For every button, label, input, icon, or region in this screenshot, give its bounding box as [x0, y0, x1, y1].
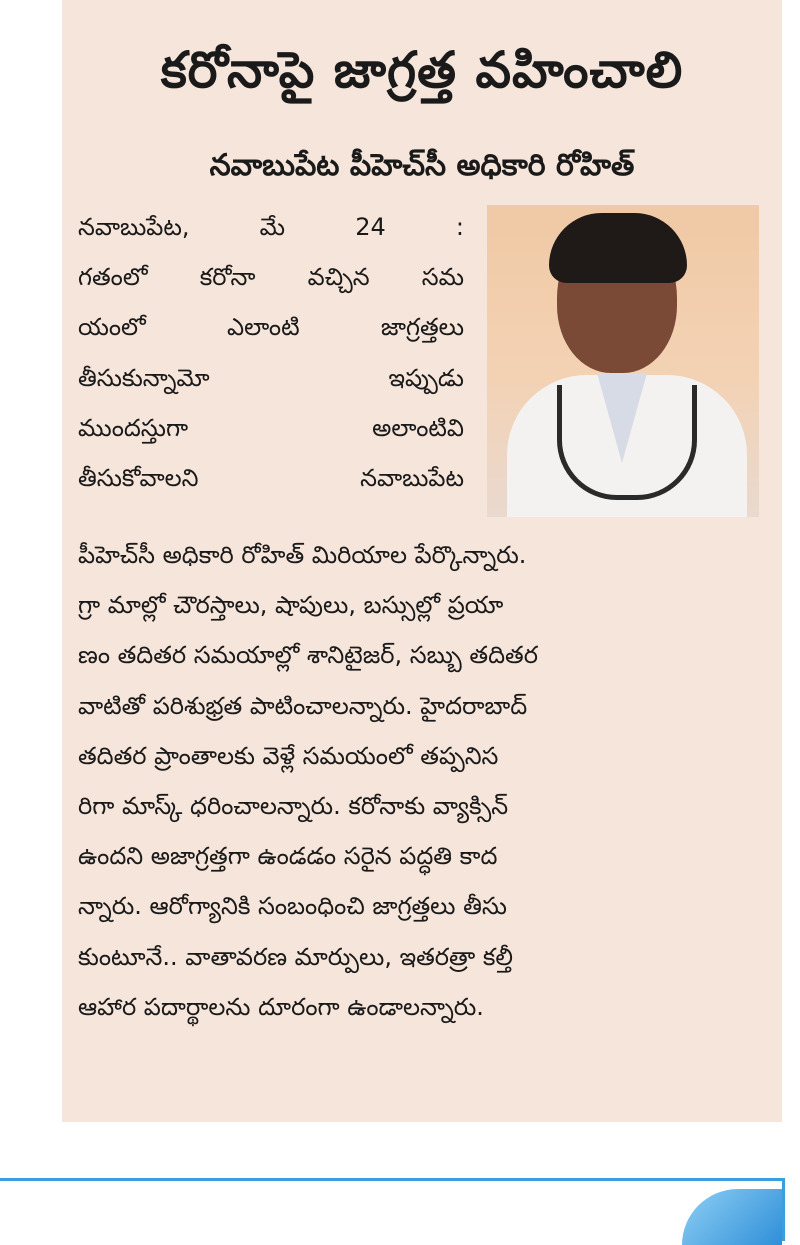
- article-line: వాటితో పరిశుభ్రత పాటించాలన్నారు. హైదరాబాద్: [78, 691, 528, 720]
- article-line: పీహెచ్‌సీ అధికారి రోహిత్ మిరియాల పేర్కొన్నారు.: [78, 541, 527, 569]
- article-line: గ్రా మాల్లో చౌరస్తాలు, షాపులు, బస్సుల్లో ప్రయా: [78, 591, 504, 620]
- article-line: యంలో ఎలాంటి జాగ్రత్తలు: [78, 313, 464, 342]
- article-line: గతంలో కరోనా వచ్చిన సమ: [78, 263, 464, 292]
- article-line: ముందస్తుగా అలాంటివి: [78, 413, 464, 442]
- article-left-column: [78, 202, 464, 503]
- article-line: ఉందని అజాగ్రత్తగా ఉండడం సరైన పద్ధతి కాద: [78, 842, 498, 871]
- article-line: కుంటూనే.. వాతావరణ మార్పులు, ఇతరత్రా కల్తీ: [78, 942, 514, 971]
- article-line: రిగా మాస్క్ ధరించాలన్నారు. కరోనాకు వ్యాక్సిన్: [78, 791, 509, 820]
- article-line: తీసుకోవాలని నవాబుపేట: [78, 463, 464, 492]
- doctor-photo: [487, 205, 759, 517]
- article-line: ణం తదితర సమయాల్లో శానిటైజర్, సబ్బు తదితర: [78, 641, 538, 670]
- article-line: నవాబుపేట, మే 24 :: [78, 213, 464, 241]
- article-line: తదితర ప్రాంతాలకు వెళ్లే సమయంలో తప్పనిస: [78, 741, 499, 770]
- newspaper-clipping: [62, 0, 782, 1122]
- decorative-swoosh: [682, 1189, 782, 1245]
- article-line: ఆహార పదార్థాలను దూరంగా ఉండాలన్నారు.: [78, 992, 484, 1021]
- article-line: తీసుకున్నామో ఇప్పుడు: [78, 363, 464, 392]
- subheadline: నవాబుపేట పీహెచ్‌సీ అధికారి రోహిత్: [209, 148, 635, 183]
- stethoscope-icon: [557, 385, 697, 500]
- photo-hair: [549, 213, 687, 283]
- article-line: న్నారు. ఆరోగ్యానికి సంబంధించి జాగ్రత్తలు తీసు: [78, 892, 507, 921]
- article-body: [78, 530, 768, 1032]
- headline: కరోనాపై జాగ్రత్త వహించాలి: [160, 41, 684, 99]
